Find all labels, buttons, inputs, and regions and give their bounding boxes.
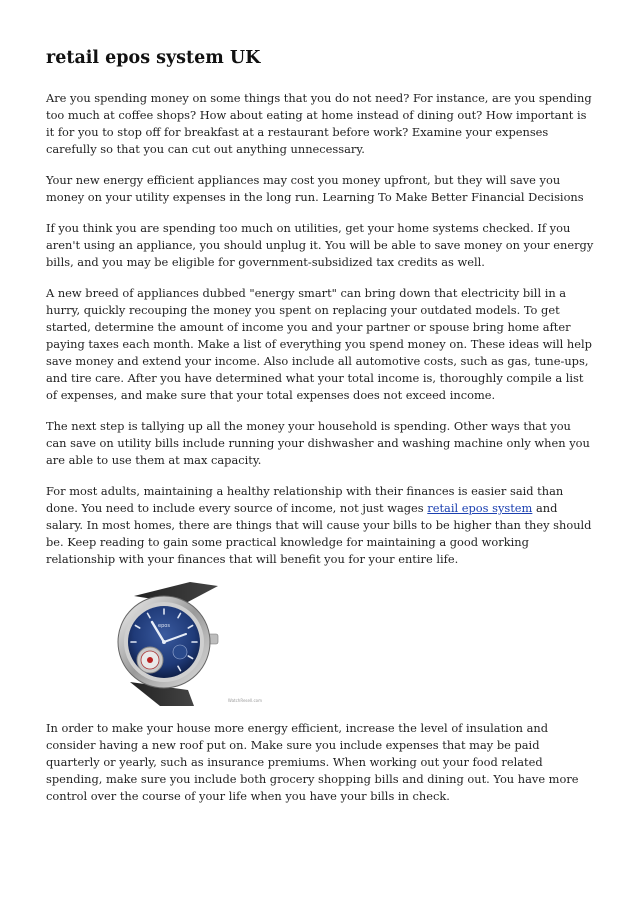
paragraph-7: In order to make your house more energy efficient, increase the level of insulation and consider having a new roof put on. Make sure you include expenses that may be paid quarterly or yearly, such as insurance premiums. When working out your food related spending, make sure you include both grocery shopping bills and dining out. You have more control over the course of your life when you have your bills in check. [46,721,579,803]
paragraph-3: If you think you are spending too much on utilities, get your home systems checked. If you aren't using an appliance, you should unplug it. You will be able to save money on your energy bills, and you may be eligible for government-subsidized tax credits as well. [46,221,594,269]
paragraph-2: Your new energy efficient appliances may cost you money upfront, but they will save you money on your utility expenses in the long run. Learning To Make Better Financial Decisions [46,173,584,204]
watch-image [90,582,266,706]
paragraph-6-after: and salary. In most homes, there are things that will cause your bills to be higher than they should be. Keep reading to gain some practical knowledge for maintaining a good working relationship with your finances that will benefit you for your entire life. [46,501,592,566]
dial-brand: epos [158,623,170,629]
paragraph-5: The next step is tallying up all the money your household is spending. Other ways that you can save on utility bills include running your dishwasher and washing machine only when you are able to use them at max capacity. [46,419,590,467]
watermark: WatchResell.com [227,698,262,703]
wristwatch-photo-icon [90,582,266,706]
document-page [46,48,594,819]
retail-epos-system-link[interactable]: retail epos system [427,501,533,515]
paragraph-4: A new breed of appliances dubbed "energy smart" can bring down that electricity bill in a hurry, quickly recouping the money you spent on replacing your outdated models. To get started, determine the amount of income you and your partner or spouse bring home after paying taxes each month. Make a list of everything you spend money on. These ideas will help save money and extend your income. Also include all automotive costs, such as gas, tune-ups, and tire care. After you have determined what your total income is, thoroughly compile a list of expenses, and make sure that your total expenses does not exceed income. [46,286,592,402]
page-title: retail epos system UK [46,48,261,68]
paragraph-1: Are you spending money on some things that you do not need? For instance, are you spending too much at coffee shops? How about eating at home instead of dining out? How important is it for you to stop off for breakfast at a restaurant before work? Examine your expenses carefully so that you can cut out anything unnecessary. [46,91,592,156]
paragraph-6 [46,483,594,568]
paragraph-6-before: For most adults, maintaining a healthy relationship with their finances is easier said than done. You need to include every source of income, not just wages [46,484,564,515]
